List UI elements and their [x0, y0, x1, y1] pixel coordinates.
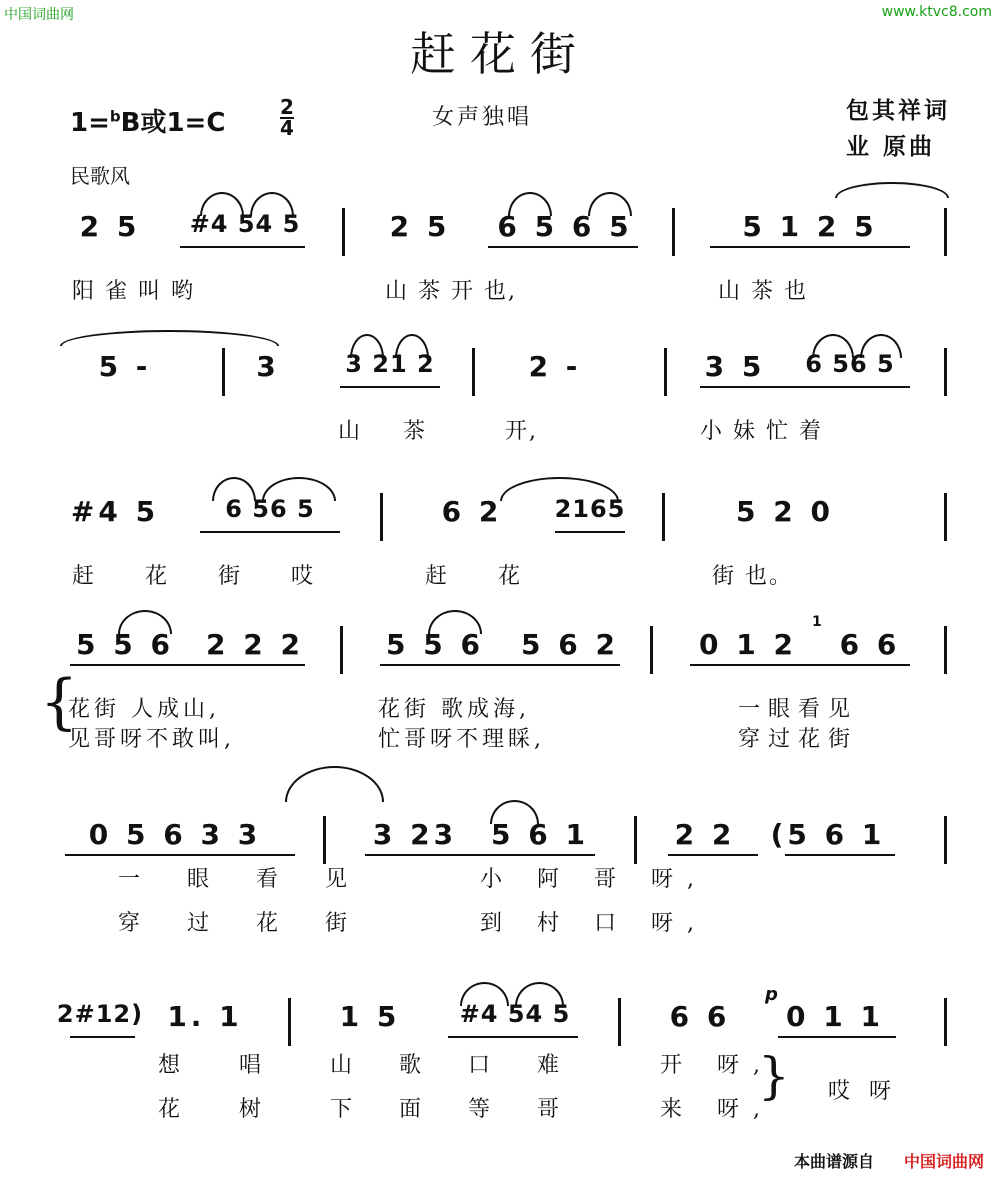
lyric: 花街 人成山, [68, 697, 220, 722]
underline [70, 664, 305, 666]
note-group: 2#12) [56, 1000, 144, 1028]
note-group: 5 6 1 [491, 818, 589, 851]
underline [785, 854, 895, 856]
note-group: 6 6 [839, 628, 901, 661]
lyric: 来 呀, [660, 1097, 774, 1122]
underline [778, 1036, 896, 1038]
underline [340, 386, 440, 388]
note-group: #4 54 5 [459, 1000, 571, 1028]
note-group: 5 1 2 5 [742, 210, 878, 243]
source-site: 中国词曲网 [904, 1152, 985, 1171]
grace-note: 1 [812, 614, 822, 630]
bar-line [340, 626, 343, 674]
bar-line [342, 208, 345, 256]
note-group: 5 6 2 [521, 628, 619, 661]
performance-note: 女声独唱 [432, 105, 533, 130]
bar-line [944, 626, 947, 674]
tie [835, 182, 949, 198]
underline [555, 531, 625, 533]
lyric: 开, [505, 419, 538, 444]
lyric: 见哥呀不敢叫, [68, 727, 235, 752]
underline [668, 854, 758, 856]
bar-line [672, 208, 675, 256]
lyric: 山 茶 开 也, [385, 279, 517, 304]
key-prefix: 1= [70, 108, 110, 138]
lyric: 小 妹 忙 着 [700, 419, 823, 444]
watermark-left: 中国词曲网 [4, 7, 74, 23]
note-group: 5 - [98, 350, 152, 383]
note-group: 1 5 [339, 1000, 401, 1033]
slur [285, 766, 384, 802]
lyric: 小 阿 哥 呀, [480, 867, 708, 892]
bar-line [222, 348, 225, 396]
note-group: #4 54 5 [189, 210, 301, 238]
underline [700, 386, 910, 388]
lyric: 花街 歌成海, [378, 697, 530, 722]
slur [515, 982, 564, 1006]
staff-row-6 [0, 984, 1000, 1140]
verse-brace: { [40, 667, 79, 737]
note-group: 6 56 5 [805, 350, 895, 378]
bar-line [380, 493, 383, 541]
lyric: 一 眼 看 见 [118, 867, 367, 892]
lyric: 花 树 [158, 1097, 287, 1122]
lyric: 穿 过 花 街 [118, 911, 367, 936]
lyric: 赶 花 街 哎 [72, 564, 335, 589]
bar-line [944, 816, 947, 864]
note-group: #4 5 [70, 495, 160, 528]
bar-line [634, 816, 637, 864]
lyric: 街 也。 [712, 564, 793, 589]
note-group: 2 - [528, 350, 582, 383]
note-group: 5 5 6 [386, 628, 484, 661]
underline [488, 246, 638, 248]
lyric: 山 茶 也 [718, 279, 808, 304]
note-group: 6 5 6 5 [497, 210, 633, 243]
flat-sign: b [109, 107, 121, 126]
note-group: 0 1 2 [699, 628, 797, 661]
watermark-right: www.ktvc8.com [881, 4, 992, 20]
bar-line [288, 998, 291, 1046]
slur [490, 800, 539, 824]
key-main: B或1=C [120, 108, 226, 138]
note-group: (5 6 1 [770, 818, 886, 851]
lyric: 山 歌 口 难 [330, 1053, 579, 1078]
lyric: 到 村 口 呀, [480, 911, 708, 936]
bar-line [618, 998, 621, 1046]
slur [200, 192, 244, 216]
bar-line [944, 348, 947, 396]
lyric: 穿过花街 [738, 727, 859, 752]
underline [380, 664, 620, 666]
note-group: 3 23 [372, 818, 458, 851]
note-group: 3 21 2 [345, 350, 435, 378]
source-label: 本曲谱源自 [794, 1152, 875, 1171]
style-marking: 民歌风 [70, 164, 130, 188]
underline [65, 854, 295, 856]
bar-line [662, 493, 665, 541]
time-top: 2 [280, 95, 294, 119]
bar-line [944, 998, 947, 1046]
staff-row-5 [0, 808, 1000, 958]
lyric: 想 唱 [158, 1053, 287, 1078]
bar-line [944, 208, 947, 256]
slur [508, 192, 552, 216]
lyric: 开 呀, [660, 1053, 774, 1078]
underline [710, 246, 910, 248]
composer-credit: 业 原曲 [846, 134, 936, 160]
staff-row-2 [0, 340, 1000, 490]
lyric: 阳 雀 叫 哟 [72, 279, 195, 304]
staff-row-1 [0, 200, 1000, 350]
underline [448, 1036, 578, 1038]
bar-line [472, 348, 475, 396]
lyric: 赶 花 [425, 564, 542, 589]
underline [70, 1036, 135, 1038]
time-signature [280, 95, 294, 140]
note-group: 0 1 1 [786, 1000, 884, 1033]
lyric: 哎 呀 [828, 1079, 897, 1104]
dynamic-mark: p [765, 984, 778, 1005]
time-bottom: 4 [280, 116, 294, 140]
lyric: 山 茶 [338, 419, 443, 444]
bar-line [944, 493, 947, 541]
note-group: 6 6 [669, 1000, 731, 1033]
note-group: 2 2 [674, 818, 736, 851]
slur [588, 192, 632, 216]
note-group: 6 2 [441, 495, 503, 528]
key-signature [70, 102, 225, 139]
lyric: 忙哥呀不理睬, [378, 727, 545, 752]
note-group: 1. 1 [167, 1000, 243, 1033]
staff-row-4 [0, 614, 1000, 768]
note-group: 5 5 6 [76, 628, 174, 661]
bar-line [650, 626, 653, 674]
note-group: 3 [256, 350, 280, 383]
bar-line [323, 816, 326, 864]
underline [365, 854, 595, 856]
note-group: 2 5 [389, 210, 451, 243]
note-group: 0 5 6 3 3 [88, 818, 262, 851]
underline [180, 246, 305, 248]
lyricist-credit: 包其祥词 [846, 98, 950, 124]
note-group: 2165 [554, 495, 626, 523]
note-group: 3 5 [704, 350, 766, 383]
lyric: 一眼看见 [738, 697, 859, 722]
note-group: 6 56 5 [225, 495, 315, 523]
note-group: 5 2 0 [736, 495, 834, 528]
score-title: 赶花街 [410, 27, 590, 81]
note-group: 2 5 [79, 210, 141, 243]
slur [460, 982, 509, 1006]
note-group: 2 2 2 [206, 628, 304, 661]
verse-brace: } [758, 1047, 790, 1105]
underline [200, 531, 340, 533]
bar-line [664, 348, 667, 396]
lyric: 下 面 等 哥 [330, 1097, 579, 1122]
underline [690, 664, 910, 666]
slur [250, 192, 294, 216]
